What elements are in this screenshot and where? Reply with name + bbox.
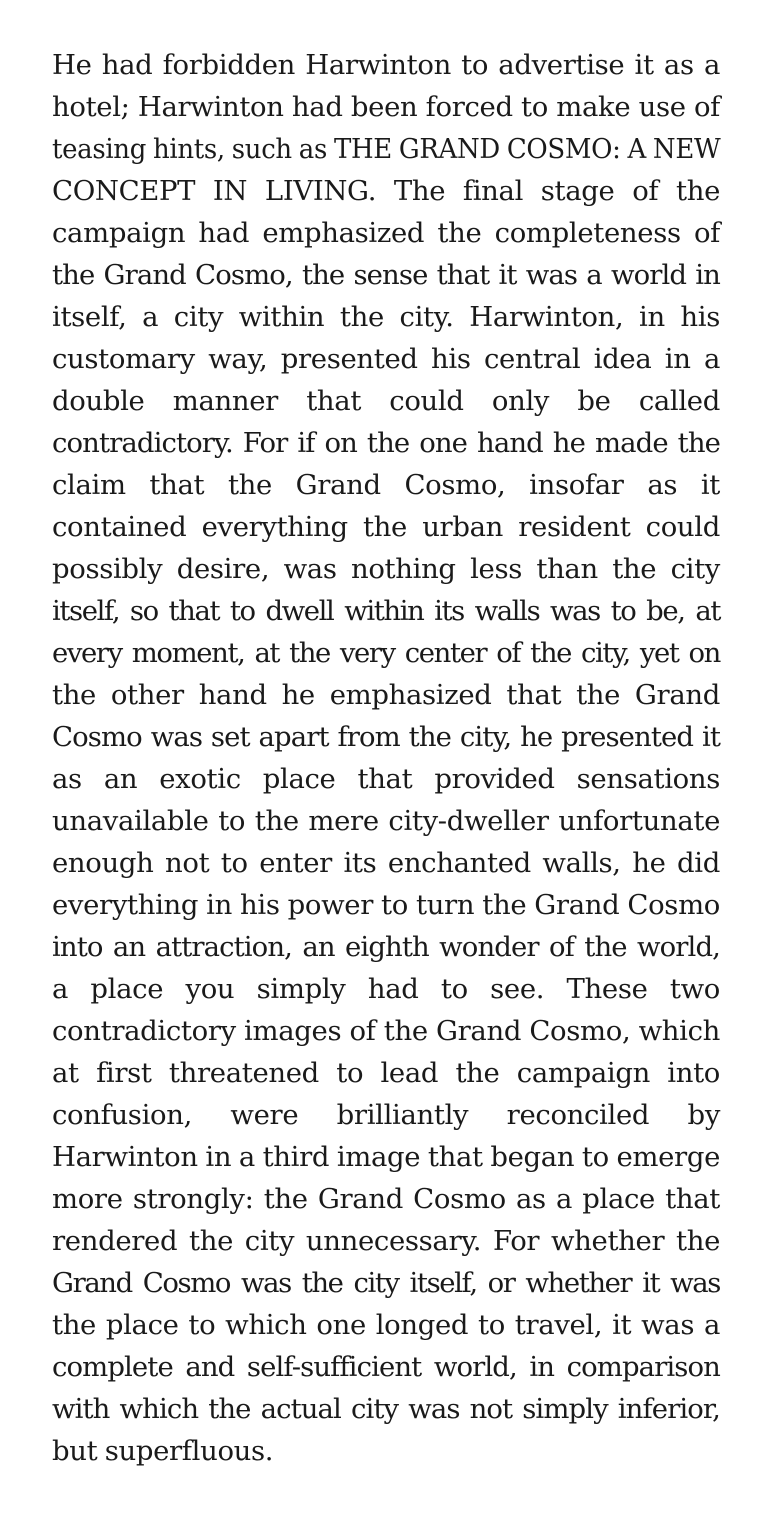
text-line: but superfluous.: [52, 1435, 274, 1467]
text-page: [52, 44, 720, 1472]
text-line: enough not to enter its enchanted walls, he did: [52, 847, 720, 879]
text-line: teasing hints, such as THE GRAND COSMO: A NEW: [52, 133, 721, 165]
text-line: campaign had emphasized the completeness of: [52, 217, 720, 249]
text-line: complete and self-sufficient world, in comparison: [52, 1351, 720, 1383]
text-line: rendered the city unnecessary. For whether the: [52, 1225, 720, 1257]
text-line: itself, a city within the city. Harwinton, in his: [52, 301, 720, 333]
text-line: with which the actual city was not simply inferior,: [52, 1393, 720, 1425]
text-line: every moment, at the very center of the city, yet on: [52, 637, 720, 669]
text-line: He had forbidden Harwinton to advertise it as a: [52, 49, 720, 81]
text-line: into an attraction, an eighth wonder of the world,: [52, 931, 720, 963]
text-line: double manner that could only be called: [52, 385, 720, 417]
text-line: contained everything the urban resident could: [52, 511, 720, 543]
text-line: more strongly: the Grand Cosmo as a place that: [52, 1183, 720, 1215]
text-line: confusion, were brilliantly reconciled by: [52, 1099, 720, 1131]
text-line: unavailable to the mere city-dweller unfortunate: [52, 805, 720, 837]
text-line: at first threatened to lead the campaign into: [52, 1057, 720, 1089]
text-line: claim that the Grand Cosmo, insofar as it: [52, 469, 720, 501]
text-line: the other hand he emphasized that the Grand: [52, 679, 720, 711]
text-line: contradictory images of the Grand Cosmo, which: [52, 1015, 720, 1047]
text-line: as an exotic place that provided sensations: [52, 763, 720, 795]
text-line: possibly desire, was nothing less than the city: [52, 553, 720, 585]
text-line: Grand Cosmo was the city itself, or whether it was: [52, 1267, 720, 1299]
text-line: CONCEPT IN LIVING. The final stage of the: [52, 175, 720, 207]
text-line: the place to which one longed to travel, it was a: [52, 1309, 720, 1341]
body-paragraph: [52, 44, 720, 1472]
text-line: itself, so that to dwell within its walls was to be, at: [52, 595, 720, 627]
text-line: contradictory. For if on the one hand he made the: [52, 427, 720, 459]
text-line: customary way, presented his central idea in a: [52, 343, 720, 375]
text-line: the Grand Cosmo, the sense that it was a world in: [52, 259, 720, 291]
text-line: hotel; Harwinton had been forced to make use of: [52, 91, 720, 123]
text-line: Cosmo was set apart from the city, he presented it: [52, 721, 720, 753]
text-line: Harwinton in a third image that began to emerge: [52, 1141, 720, 1173]
text-line: everything in his power to turn the Grand Cosmo: [52, 889, 720, 921]
text-line: a place you simply had to see. These two: [52, 973, 720, 1005]
